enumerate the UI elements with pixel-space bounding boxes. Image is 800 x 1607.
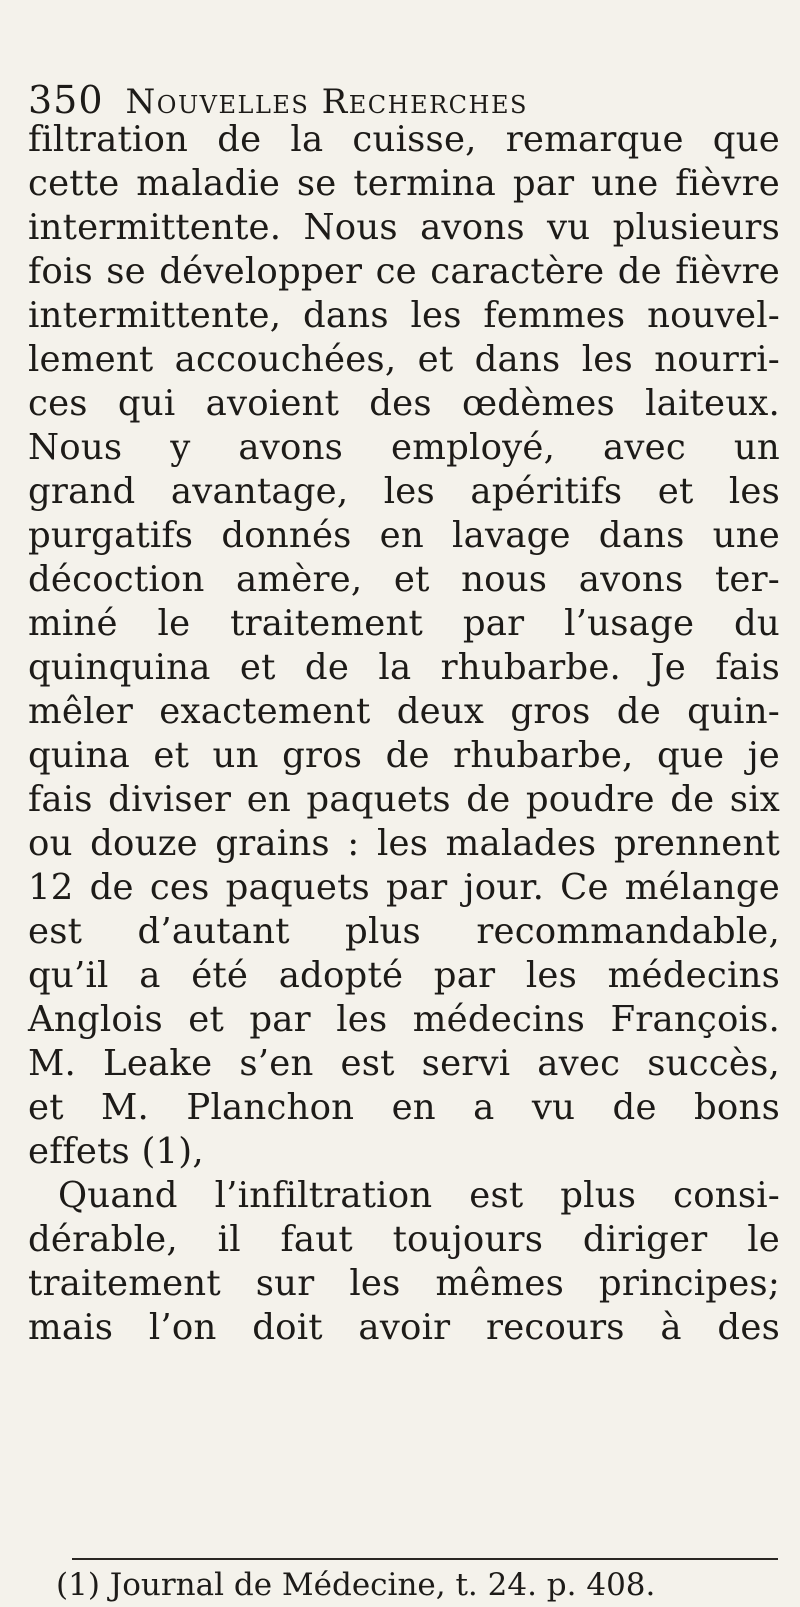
page-header	[28, 78, 528, 122]
text-line: et M. Planchon en a vu de bons	[28, 1087, 780, 1128]
text-line: mais l’on doit avoir recours à des	[28, 1307, 780, 1348]
text-line: miné le traitement par l’usage du	[28, 603, 780, 644]
running-title: Nouvelles Recherches	[125, 82, 528, 122]
text-line: grand avantage, les apéritifs et les	[28, 471, 780, 512]
text-line: M. Leake s’en est servi avec succès,	[28, 1043, 780, 1084]
text-line: ces qui avoient des œdèmes laiteux.	[28, 383, 780, 424]
text-line: Nous y avons employé, avec un	[28, 427, 780, 468]
text-line: lement accouchées, et dans les nourri-	[28, 339, 780, 380]
text-line: traitement sur les mêmes principes;	[28, 1263, 780, 1304]
body-text	[28, 118, 780, 1350]
text-line: effets (1),	[28, 1131, 204, 1172]
text-line: mêler exactement deux gros de quin-	[28, 691, 780, 732]
page-number: 350	[28, 78, 104, 122]
text-line: Anglois et par les médecins François.	[28, 999, 780, 1040]
text-line: ou douze grains : les malades prennent	[28, 823, 780, 864]
text-line: qu’il a été adopté par les médecins	[28, 955, 780, 996]
footnote: (1) Journal de Médecine, t. 24. p. 408.	[56, 1567, 656, 1603]
text-line: intermittente, dans les femmes nouvel-	[28, 295, 780, 336]
text-line: 12 de ces paquets par jour. Ce mélange	[28, 867, 780, 908]
text-line: quina et un gros de rhubarbe, que je	[28, 735, 780, 776]
text-line: intermittente. Nous avons vu plusieurs	[28, 207, 780, 248]
text-line: fais diviser en paquets de poudre de six	[28, 779, 780, 820]
footnote-divider	[72, 1558, 778, 1560]
text-line: est d’autant plus recommandable,	[28, 911, 780, 952]
text-line: décoction amère, et nous avons ter-	[28, 559, 780, 600]
text-line: filtration de la cuisse, remarque que	[28, 119, 780, 160]
text-line: Quand l’infiltration est plus consi-	[58, 1175, 780, 1216]
text-line: cette maladie se termina par une fièvre	[28, 163, 780, 204]
text-line: quinquina et de la rhubarbe. Je fais	[28, 647, 780, 688]
text-line: fois se développer ce caractère de fièvre	[28, 251, 780, 292]
text-line: purgatifs donnés en lavage dans une	[28, 515, 780, 556]
text-line: dérable, il faut toujours diriger le	[28, 1219, 780, 1260]
